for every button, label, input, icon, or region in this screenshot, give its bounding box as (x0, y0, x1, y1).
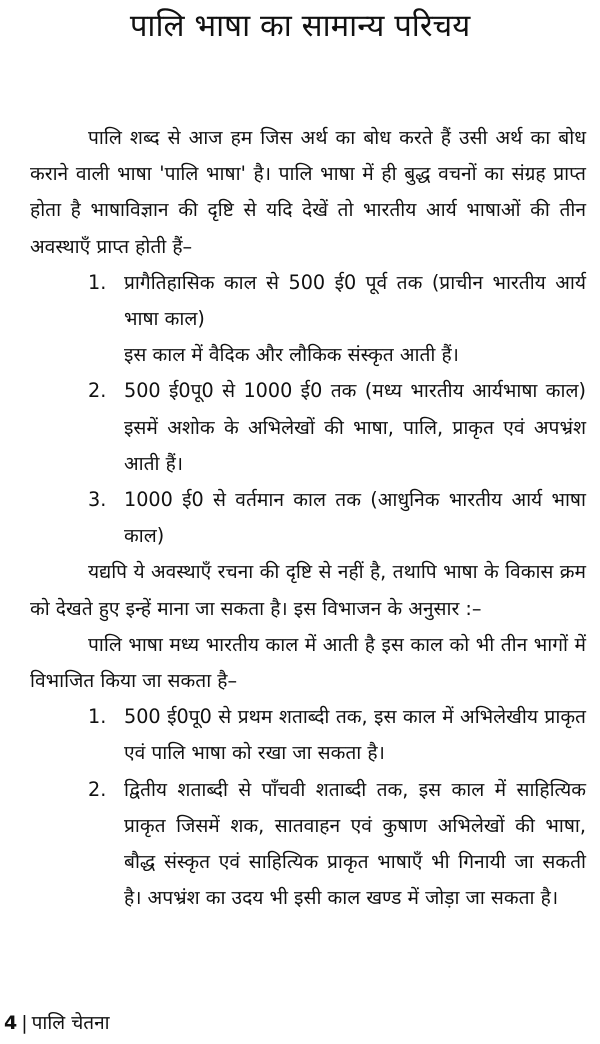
classification-paragraph: यद्यपि ये अवस्थाएँ रचना की दृष्टि से नहीं है, तथापि भाषा के विकास क्रम को देखते हुए इन्हें माना जा सकता है। इस विभाजन के अनुसार :– (30, 560, 586, 620)
list-item (30, 772, 586, 917)
list-item (30, 482, 586, 554)
list-item-number: 2. (88, 379, 107, 403)
intro-paragraph: पालि शब्द से आज हम जिस अर्थ का बोध करते हैं उसी अर्थ का बोध कराने वाली भाषा 'पालि भाषा' है। पालि भाषा में ही बुद्ध वचनों का संग्रह प्राप्त होता है भाषाविज्ञान की दृष्टि से यदि देखें तो भारतीय आर्य भाषाओं की तीन अवस्थाएँ प्राप्त होती हैं– (30, 126, 586, 258)
chapter-title: पालि भाषा का सामान्य परिचय (129, 8, 471, 44)
list-item-note: इस काल में वैदिक और लौकिक संस्कृत आती हैं। (124, 343, 459, 367)
list-item-text: 1000 ई0 से वर्तमान काल तक (आधुनिक भारतीय आर्य भाषा काल) (124, 488, 586, 548)
list-item-text: द्वितीय शताब्दी से पाँचवी शताब्दी तक, इस काल में साहित्यिक प्राकृत जिसमें शक, सातवाहन एवं कुषाण अभिलेखों की भाषा, बौद्ध संस्कृत एवं साहित्यिक प्राकृत भाषाएँ भी गिनायी जा सकती है। अपभ्रंश का उदय भी इसी काल खण्ड में जोड़ा जा सकता है। (124, 777, 586, 910)
list-item-number: 1. (88, 270, 107, 294)
list-item-number: 3. (88, 488, 107, 512)
list-item-text: 500 ई0पू0 से प्रथम शताब्दी तक, इस काल में अभिलेखीय प्राकृत एवं पालि भाषा को रखा जा सकता है। (124, 705, 586, 765)
list-item-text: 500 ई0पू0 से 1000 ई0 तक (मध्य भारतीय आर्यभाषा काल) इसमें अशोक के अभिलेखों की भाषा, पालि, प्राकृत एवं अपभ्रंश आती हैं। (124, 379, 586, 475)
list-item (30, 373, 586, 482)
list-item-text: प्रागैतिहासिक काल से 500 ई0 पूर्व तक (प्राचीन भारतीय आर्य भाषा काल) (124, 270, 586, 331)
pali-periods-list (30, 699, 586, 916)
list-item (30, 699, 586, 771)
list-item (30, 265, 586, 374)
list-item-number: 2. (88, 777, 107, 801)
footer-separator: | (21, 1012, 28, 1034)
page-footer (4, 1008, 110, 1038)
book-title: पालि चेतना (31, 1012, 110, 1034)
list-item-number: 1. (88, 705, 107, 729)
chapter-body (30, 120, 586, 916)
page-number: 4 (4, 1012, 18, 1034)
language-stages-list (30, 265, 586, 555)
pali-period-paragraph: पालि भाषा मध्य भारतीय काल में आती है इस काल को भी तीन भागों में विभाजित किया जा सकता है– (30, 632, 586, 693)
